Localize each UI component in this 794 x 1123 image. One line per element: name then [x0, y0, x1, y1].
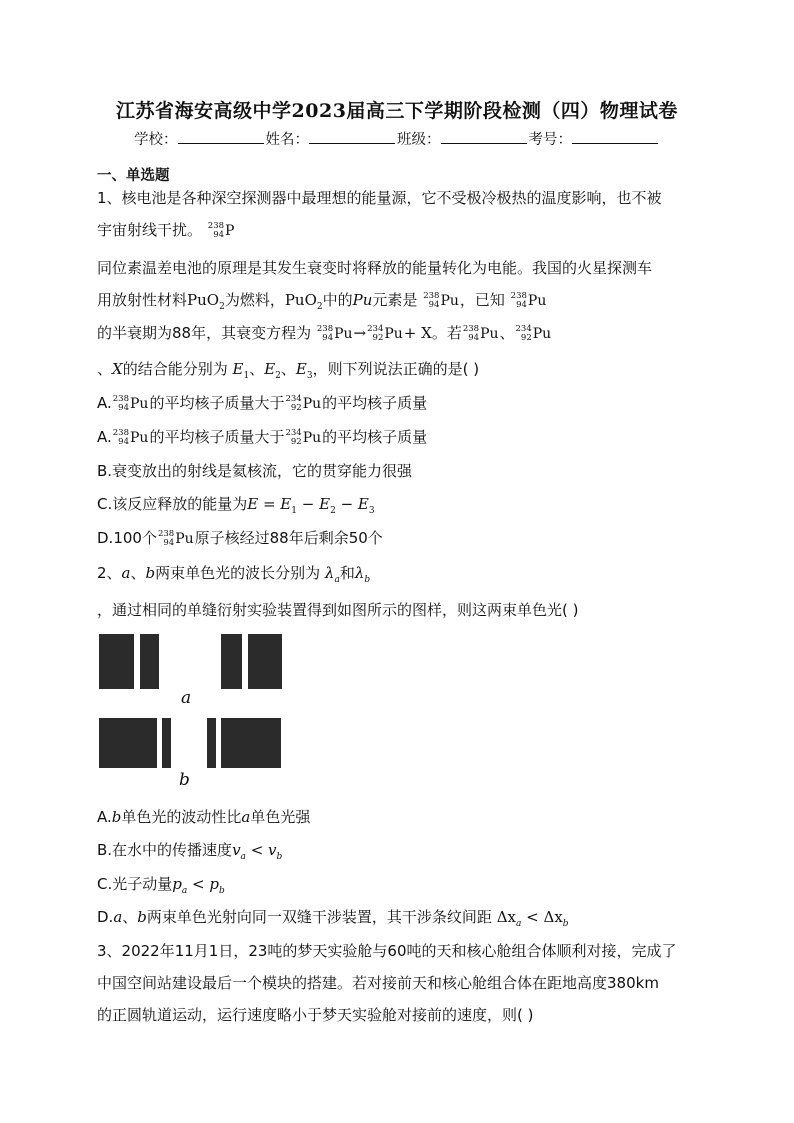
- name-label: 姓名：: [265, 132, 309, 148]
- q2-line2: ，通过相同的单缝衍射实验装置得到如图所示的图样，则这两束单色光( ): [97, 601, 579, 619]
- school-blank[interactable]: [178, 129, 264, 144]
- exam-no-blank[interactable]: [572, 129, 658, 144]
- class-label: 班级：: [397, 132, 441, 148]
- q1-option-a-duplicate[interactable]: A. 238 94 Pu 的平均核子质量大于 234 92 Pu 的平均核子质量: [97, 427, 428, 447]
- school-label: 学校：: [134, 132, 178, 148]
- q2-option-c[interactable]: C.光子动量$p_a < p_b$: [97, 875, 225, 896]
- section-heading: 一、单选题: [97, 168, 170, 184]
- pattern-a-fringe: [221, 634, 242, 689]
- pattern-b-fringe: [99, 718, 157, 768]
- student-info-row: [0, 128, 794, 149]
- exam-no-label: 考号：: [528, 132, 572, 148]
- q2-option-d[interactable]: D.a、b两束单色光射向同一双缝干涉装置，其干涉条纹间距 $\Delta x_a < \Delta x_b$: [97, 908, 569, 929]
- page-title: 江苏省海安高级中学2023届高三下学期阶段检测（四）物理试卷: [116, 100, 678, 122]
- name-blank[interactable]: [309, 129, 395, 144]
- q2-line1: 2、a、b两束单色光的波长分别为 $\lambda_a$和$\lambda_b$: [97, 564, 371, 585]
- q1-option-c[interactable]: C.该反应释放的能量为$E = E_1 - E_2 - E_3$: [97, 495, 375, 516]
- nuclide-pu238: 238 94 Pu: [510, 290, 547, 310]
- pattern-b-fringe: [221, 718, 281, 768]
- class-blank[interactable]: [441, 129, 527, 144]
- figure-label-b: b: [179, 770, 190, 790]
- pattern-a-fringe: [140, 634, 159, 689]
- q1-line2: 宇宙射线干扰。 238 94 P: [97, 220, 235, 240]
- q1-option-b[interactable]: B.衰变放出的射线是氦核流，它的贯穿能力很强: [97, 462, 413, 480]
- q3-line1: 3、2022年11月1日，23吨的梦天实验舱与60吨的天和核心舱组合体顺利对接，完成了: [97, 942, 677, 960]
- q3-line2: 中国空间站建设最后一个模块的搭建。若对接前天和核心舱组合体在距地高度380km: [97, 974, 659, 992]
- pattern-b-fringe: [207, 718, 216, 768]
- q3-line3: 的正圆轨道运动，运行速度略小于梦天实验舱对接前的速度，则( ): [97, 1006, 534, 1024]
- nuclide-pu238: 238 94 Pu: [423, 290, 459, 310]
- nuclide-p: 238 94 P: [207, 220, 235, 240]
- diffraction-figure: [97, 632, 287, 792]
- pattern-a-fringe: [248, 634, 282, 689]
- q1-option-a[interactable]: A. 238 94 Pu 的平均核子质量大于 234 92 Pu 的平均核子质量: [97, 393, 428, 413]
- q1-line6: 、X的结合能分别为 $E_1$、$E_2$、$E_3$，则下列说法正确的是( ): [97, 360, 480, 381]
- q1-line1: 1、核电池是各种深空探测器中最理想的能量源，它不受极冷极热的温度影响，也不被: [97, 189, 662, 207]
- pattern-b-fringe: [162, 718, 171, 768]
- q1-line4: 用放射性材料PuO$_2$为燃料，PuO$_2$中的Pu元素是 238 94 Pu ，已知 238 94 Pu: [97, 290, 547, 312]
- q2-option-b[interactable]: B.在水中的传播速度$v_a < v_b$: [97, 841, 283, 862]
- q2-option-a[interactable]: A.b单色光的波动性比a单色光强: [97, 808, 311, 826]
- figure-label-a: a: [181, 688, 192, 708]
- q1-option-d[interactable]: D.100个 238 94 Pu 原子核经过88年后剩余50个: [97, 528, 383, 548]
- pattern-a-fringe: [99, 634, 134, 689]
- q1-line5: 的半衰期为88年，其衰变方程为 238 94 Pu → 234 92 Pu + X。若 238 94 Pu 、 234 92 Pu: [97, 323, 552, 343]
- q1-line3: 同位素温差电池的原理是其发生衰变时将释放的能量转化为电能。我国的火星探测车: [97, 259, 653, 277]
